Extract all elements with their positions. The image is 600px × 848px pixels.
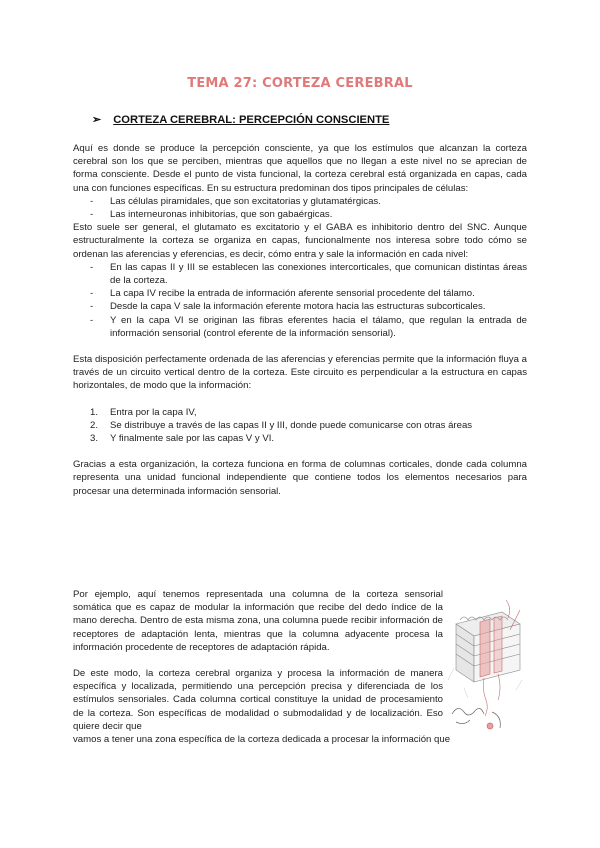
item-text: Se distribuye a través de las capas II y III, donde puede comunicarse con otras áreas	[110, 419, 473, 431]
section-heading-text: CORTEZA CEREBRAL: PERCEPCIÓN CONSCIENTE	[113, 113, 390, 126]
paragraph-intro: Aquí es donde se produce la percepción consciente, ya que los estímulos que alcanzan la corteza cerebral son los que se perciben, mientras que aquellos que no llegan a este nivel no se aprecian de forma consciente. Desde el punto de vista funcional, la corteza cerebral está organizada en capas, cada una con funciones específicas. En su estructura predominan dos tipos principales de células:	[73, 143, 527, 194]
numbered-item	[73, 406, 527, 419]
list-item-layer: - La capa IV recibe la entrada de información aferente sensorial procedente del tálamo.	[73, 287, 527, 300]
arrow-bullet-icon: ➢	[92, 114, 102, 126]
item-number: 3.	[90, 433, 99, 445]
item-text: Entra por la capa IV,	[110, 406, 197, 418]
cortical-column-illustration	[446, 590, 526, 745]
paragraph-example: Por ejemplo, aquí tenemos representada una columna de la corteza sensorial somática que es capaz de modular la información que recibe del dedo índice de la mano derecha. Dentro de esta misma zona, una columna puede recibir información de receptores de adaptación lenta, mientras que la columna adyacente procesa la información procedente de receptores de adaptación rápida.	[73, 589, 443, 653]
list-item-cell: - Las interneuronas inhibitorias, que son gabaérgicas.	[73, 208, 527, 221]
item-number: 1.	[90, 406, 99, 418]
paragraph-columns: Gracias a esta organización, la corteza funciona en forma de columnas corticales, donde cada columna representa una unidad funcional independiente que contiene todos los elementos necesarios para procesar una determinada información sensorial.	[73, 459, 527, 497]
list-item-cell: - Las células piramidales, que son excitatorias y glutamatérgicas.	[73, 195, 527, 208]
list-item-layer: - Desde la capa V sale la información eferente motora hacia las estructuras subcorticales.	[73, 300, 527, 313]
paragraph-processing-last-line: vamos a tener una zona específica de la corteza dedicada a procesar la información que	[73, 734, 451, 746]
item-number: 2.	[90, 419, 99, 431]
finger-sketch	[452, 708, 500, 729]
numbered-item	[73, 432, 527, 445]
list-item-layer: - Y en la capa VI se originan las fibras eferentes hacia el tálamo, que regulan la entrada de información sensorial (control eferente de la información sensorial).	[73, 314, 527, 340]
item-text: Y finalmente sale por las capas V y VI.	[110, 433, 275, 445]
numbered-item	[73, 419, 527, 432]
paragraph-layers-intro: Esto suele ser general, el glutamato es excitatorio y el GABA es inhibitorio dentro del SNC. Aunque estructuralmente la corteza se organiza en capas, funcionalmente nos interesa sobre todo cómo se ordenan las aferencias y eferencias, es decir, cómo entra y sale la información en cada nivel:	[73, 222, 527, 260]
paragraph-processing: De este modo, la corteza cerebral organiza y procesa la información de manera específica y localizada, permitiendo una percepción precisa y diferenciada de los estímulos sensoriales. Cada columna cortical constituye la unidad de procesamiento de la corteza. Son específicas de modalidad o submodalidad y de localización. Eso quiere decir que	[73, 668, 443, 732]
list-item-layer: - En las capas II y III se establecen las conexiones intercorticales, que comunican distintas áreas de la corteza.	[73, 261, 527, 287]
document-body	[73, 142, 527, 498]
document-title: TEMA 27: CORTEZA CEREBRAL	[187, 76, 413, 91]
paragraph-circuit: Esta disposición perfectamente ordenada de las aferencias y eferencias permite que la información fluya a través de un circuito vertical dentro de la corteza. Este circuito es perpendicular a la estructura en capas horizontales, de modo que la información:	[73, 354, 527, 392]
section-heading	[92, 113, 389, 126]
